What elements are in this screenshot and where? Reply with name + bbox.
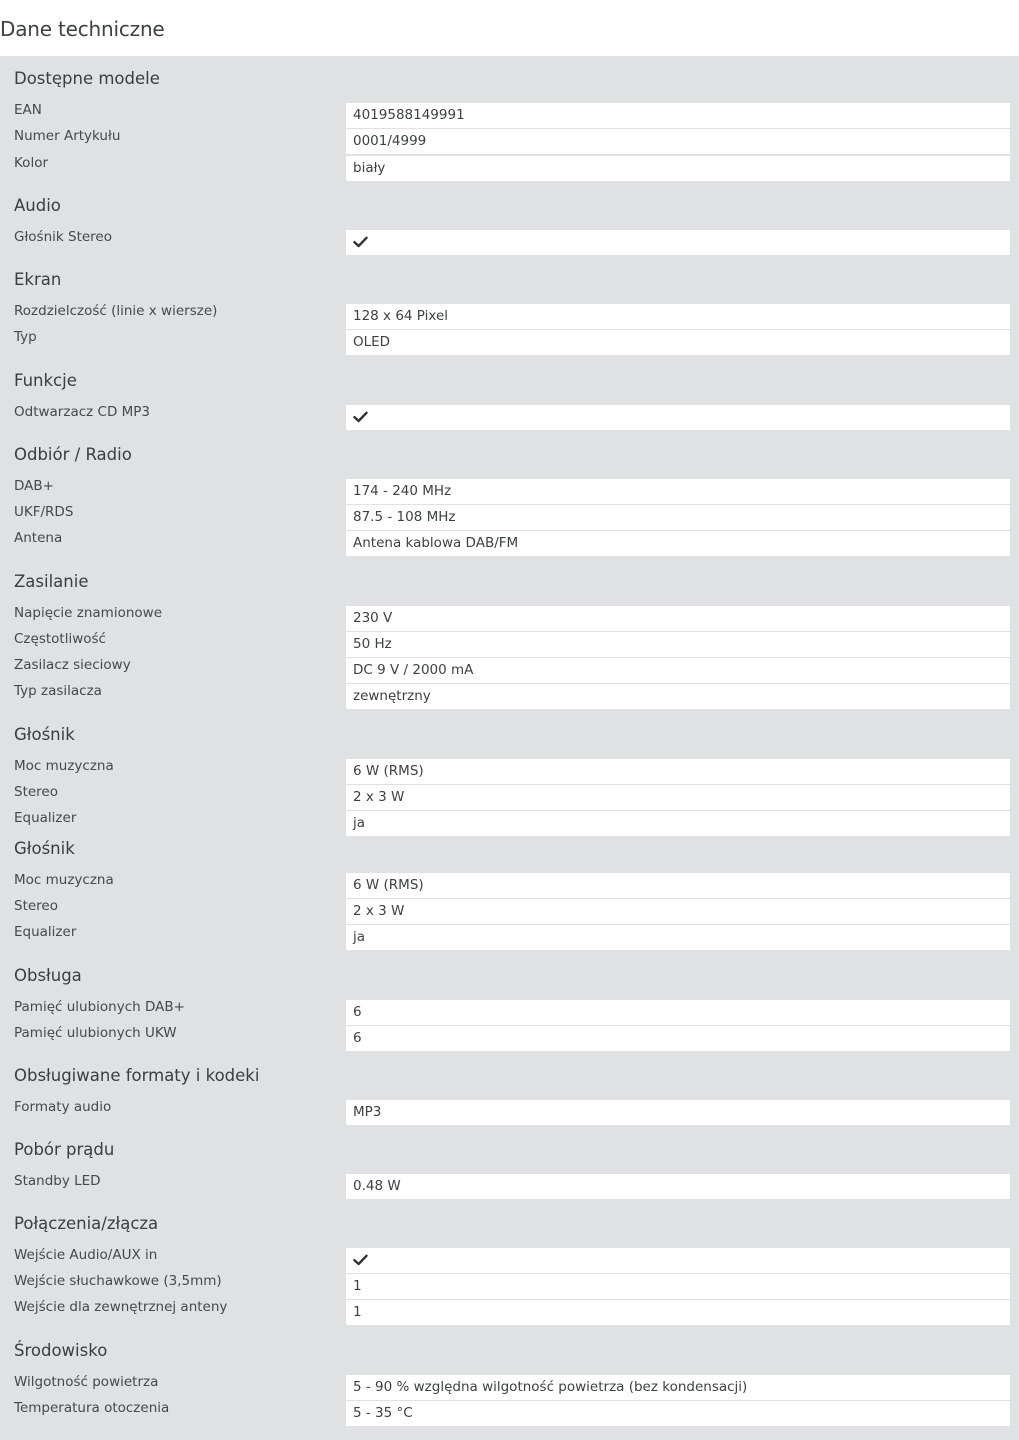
spec-value-pamiec-ulubionych-dab: 6 <box>346 1000 1010 1025</box>
spec-value-antena: Antena kablowa DAB/FM <box>346 531 1010 556</box>
section-title-audio: Audio <box>14 196 61 215</box>
spec-value-stereo: 2 x 3 W <box>346 785 1010 810</box>
spec-label-pamiec-ulubionych-ukw: Pamięć ulubionych UKW <box>14 1025 177 1041</box>
spec-value-czestotliwosc: 50 Hz <box>346 632 1010 657</box>
section-title-glosnik: Głośnik <box>14 725 75 744</box>
check-icon <box>353 405 369 430</box>
spec-label-zasilacz-sieciowy: Zasilacz sieciowy <box>14 657 131 673</box>
spec-value-odtwarzacz-cd-mp3 <box>346 405 1010 430</box>
spec-value-wejscie-audio-aux-in <box>346 1248 1010 1273</box>
spec-label-pamiec-ulubionych-dab: Pamięć ulubionych DAB+ <box>14 999 185 1015</box>
spec-value-wejscie-sluchawkowe-3-5mm: 1 <box>346 1274 1010 1299</box>
spec-label-rozdzielczosc-linie-x-wiersze: Rozdzielczość (linie x wiersze) <box>14 303 218 319</box>
section-title-polaczenia-zlacza: Połączenia/złącza <box>14 1214 159 1233</box>
spec-label-glosnik-stereo: Głośnik Stereo <box>14 229 112 245</box>
spec-value-zasilacz-sieciowy: DC 9 V / 2000 mA <box>346 658 1010 683</box>
page-title: Dane techniczne <box>0 17 165 41</box>
spec-label-dab: DAB+ <box>14 478 54 494</box>
spec-label-typ-zasilacza: Typ zasilacza <box>14 683 102 699</box>
spec-value-stereo: 2 x 3 W <box>346 899 1010 924</box>
spec-label-moc-muzyczna: Moc muzyczna <box>14 872 114 888</box>
spec-label-wilgotnosc-powietrza: Wilgotność powietrza <box>14 1374 159 1390</box>
spec-label-numer-artykulu: Numer Artykułu <box>14 128 121 144</box>
spec-label-equalizer: Equalizer <box>14 924 77 940</box>
spec-label-odtwarzacz-cd-mp3: Odtwarzacz CD MP3 <box>14 404 151 420</box>
spec-value-napiecie-znamionowe: 230 V <box>346 606 1010 631</box>
spec-value-dab: 174 - 240 MHz <box>346 479 1010 504</box>
spec-value-moc-muzyczna: 6 W (RMS) <box>346 873 1010 898</box>
spec-value-ean: 4019588149991 <box>346 103 590 128</box>
spec-value-temperatura-otoczenia: 5 - 35 °C <box>346 1401 1010 1426</box>
spec-label-stereo: Stereo <box>14 898 58 914</box>
spec-value-pamiec-ulubionych-ukw: 6 <box>346 1026 1010 1051</box>
spec-label-stereo: Stereo <box>14 784 58 800</box>
section-title-dostepne-modele: Dostępne modele <box>14 69 160 88</box>
spec-label-napiecie-znamionowe: Napięcie znamionowe <box>14 605 163 621</box>
spec-value-typ-zasilacza: zewnętrzny <box>346 684 1010 709</box>
spec-panel <box>0 56 1019 1440</box>
spec-label-standby-led: Standby LED <box>14 1173 101 1189</box>
spec-label-wejscie-sluchawkowe-3-5mm: Wejście słuchawkowe (3,5mm) <box>14 1273 222 1289</box>
section-title-srodowisko: Środowisko <box>14 1341 108 1360</box>
section-title-funkcje: Funkcje <box>14 371 77 390</box>
check-icon <box>353 1248 369 1273</box>
spec-value-numer-artykulu: 0001/4999 <box>346 129 590 154</box>
spec-label-wejscie-audio-aux-in: Wejście Audio/AUX in <box>14 1247 158 1263</box>
spec-value-wejscie-dla-zewnetrznej-anteny: 1 <box>346 1300 1010 1325</box>
spec-value-kolor: biały <box>346 156 590 181</box>
spec-value-glosnik-stereo <box>346 230 1010 255</box>
spec-label-typ: Typ <box>14 329 37 345</box>
section-title-pobor-pradu: Pobór prądu <box>14 1140 115 1159</box>
spec-label-kolor: Kolor <box>14 155 49 171</box>
spec-value-extension <box>590 103 1010 128</box>
spec-label-czestotliwosc: Częstotliwość <box>14 631 106 647</box>
spec-value-moc-muzyczna: 6 W (RMS) <box>346 759 1010 784</box>
spec-value-formaty-audio: MP3 <box>346 1100 1010 1125</box>
spec-label-moc-muzyczna: Moc muzyczna <box>14 758 114 774</box>
spec-label-temperatura-otoczenia: Temperatura otoczenia <box>14 1400 170 1416</box>
spec-label-antena: Antena <box>14 530 63 546</box>
section-title-obsluga: Obsługa <box>14 966 82 985</box>
spec-label-wejscie-dla-zewnetrznej-anteny: Wejście dla zewnętrznej anteny <box>14 1299 228 1315</box>
section-title-zasilanie: Zasilanie <box>14 572 89 591</box>
section-title-glosnik: Głośnik <box>14 839 75 858</box>
spec-value-extension <box>590 156 1010 181</box>
spec-label-equalizer: Equalizer <box>14 810 77 826</box>
spec-value-wilgotnosc-powietrza: 5 - 90 % względna wilgotność powietrza (bez kondensacji) <box>346 1375 1010 1400</box>
check-icon <box>353 230 369 255</box>
section-title-obslugiwane-formaty-i-kodeki: Obsługiwane formaty i kodeki <box>14 1066 260 1085</box>
spec-label-formaty-audio: Formaty audio <box>14 1099 112 1115</box>
spec-label-ukf-rds: UKF/RDS <box>14 504 74 520</box>
section-title-ekran: Ekran <box>14 270 62 289</box>
spec-value-rozdzielczosc-linie-x-wiersze: 128 x 64 Pixel <box>346 304 1010 329</box>
spec-label-ean: EAN <box>14 102 42 118</box>
spec-value-equalizer: ja <box>346 925 1010 950</box>
section-title-odbior-radio: Odbiór / Radio <box>14 445 132 464</box>
spec-value-extension <box>590 129 1010 154</box>
spec-value-ukf-rds: 87.5 - 108 MHz <box>346 505 1010 530</box>
spec-value-standby-led: 0.48 W <box>346 1174 1010 1199</box>
spec-value-typ: OLED <box>346 330 1010 355</box>
spec-value-equalizer: ja <box>346 811 1010 836</box>
